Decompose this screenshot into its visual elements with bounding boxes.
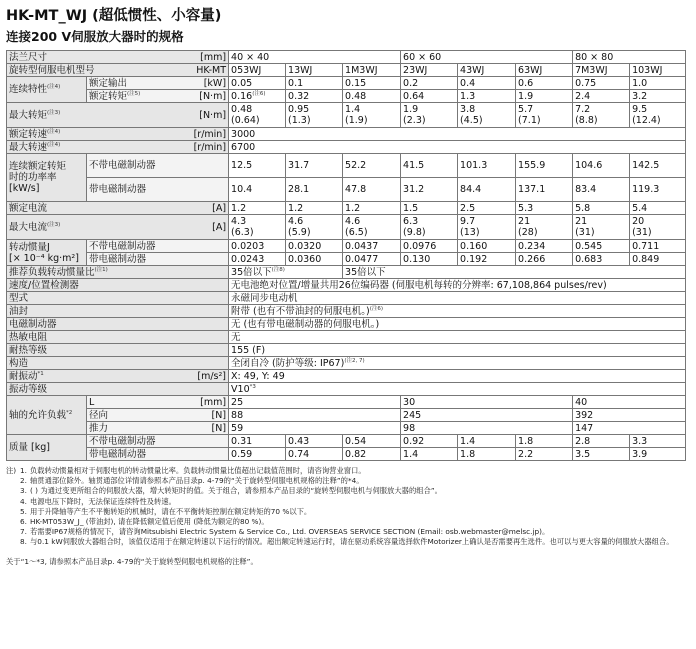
mass-cell: 3.3 bbox=[630, 435, 686, 448]
power-rate-cell: 104.6 bbox=[573, 154, 630, 178]
max-current-value: 6.3 bbox=[403, 216, 419, 227]
encoder-label: 速度/位置检测器 bbox=[7, 279, 229, 292]
max-speed-label: 最大转速 bbox=[9, 141, 48, 153]
max-torque-value: 1.4 bbox=[345, 104, 361, 115]
mass-cell: 0.92 bbox=[401, 435, 458, 448]
row-max-speed bbox=[7, 141, 686, 154]
rated-current-cell: 1.5 bbox=[401, 202, 458, 215]
vibration-res-sup: *1 bbox=[37, 370, 44, 377]
row-max-torque bbox=[7, 103, 686, 128]
note-number: 5. bbox=[20, 506, 27, 516]
max-torque-label: 最大转矩 bbox=[9, 109, 48, 121]
shaft-radial-label: 径向 bbox=[89, 409, 109, 421]
inertia-label-1: 转动惯量J bbox=[9, 241, 50, 253]
load-ratio-value-sup: (注8) bbox=[271, 266, 285, 273]
max-current-boost: (9.8) bbox=[403, 227, 426, 238]
inertia-cell: 0.0243 bbox=[229, 253, 286, 266]
inertia-nobrake-label: 不带电磁制动器 bbox=[87, 240, 229, 253]
note-item bbox=[6, 466, 690, 476]
rated-output-cell: 0.1 bbox=[286, 77, 343, 90]
page-subtitle: 连接200 V伺服放大器时的规格 bbox=[6, 29, 184, 44]
note-text: ( ) 为通过变更所组合的伺服放大器，增大转矩时的值。关于组合，请参照本产品目录的“旋转型伺服电机与伺服放大器的组合”。 bbox=[30, 486, 442, 496]
rated-current-label: 额定电流 bbox=[9, 202, 48, 214]
row-shaft-L bbox=[7, 396, 686, 409]
mass-cell: 1.4 bbox=[458, 435, 516, 448]
row-rated-output bbox=[7, 77, 686, 90]
max-current-boost: (31) bbox=[632, 227, 652, 238]
rated-output-cell: 1.0 bbox=[630, 77, 686, 90]
mass-cell: 0.74 bbox=[286, 448, 343, 461]
power-rate-cell: 31.7 bbox=[286, 154, 343, 178]
shaft-L-cell: 25 bbox=[229, 396, 401, 409]
shaft-thrust-cell: 147 bbox=[573, 422, 686, 435]
insulation-label: 耐热等级 bbox=[7, 344, 229, 357]
notes bbox=[6, 466, 690, 548]
inertia-cell: 0.711 bbox=[630, 240, 686, 253]
rated-output-cell: 0.2 bbox=[401, 77, 458, 90]
max-current-value: 4.6 bbox=[288, 216, 304, 227]
mass-cell: 0.43 bbox=[286, 435, 343, 448]
structure-value: 全闭自冷 (防护等级: IP67) bbox=[231, 357, 345, 369]
rated-torque-label: 额定转矩 bbox=[89, 90, 128, 102]
max-torque-boost: (7.1) bbox=[518, 115, 541, 126]
rated-speed-sup: (注4) bbox=[47, 128, 61, 135]
power-rate-cell: 119.3 bbox=[630, 178, 686, 202]
spec-table bbox=[6, 50, 686, 461]
power-rate-nobrake-label: 不带电磁制动器 bbox=[87, 154, 229, 178]
shaft-thrust-unit: [N] bbox=[211, 422, 227, 434]
power-rate-cell: 101.3 bbox=[458, 154, 516, 178]
rated-current-cell: 1.2 bbox=[286, 202, 343, 215]
row-shaft-thrust bbox=[7, 422, 686, 435]
mass-cell: 3.5 bbox=[573, 448, 630, 461]
power-rate-cell: 142.5 bbox=[630, 154, 686, 178]
max-current-boost: (13) bbox=[460, 227, 480, 238]
inertia-cell: 0.849 bbox=[630, 253, 686, 266]
max-torque-value: 5.7 bbox=[518, 104, 534, 115]
row-inertia-nobrake bbox=[7, 240, 686, 253]
note-text: 用于升降轴等产生不平衡转矩的机械时，请在不平衡转矩控制在额定转矩的70 %以下。 bbox=[30, 506, 312, 516]
note-text: 负载转动惯量相对于伺服电机的转动惯量比率。负载转动惯量比值超出记载值范围时，请咨询营业窗口。 bbox=[30, 466, 366, 475]
note-item bbox=[6, 476, 690, 486]
max-torque-value: 0.95 bbox=[288, 104, 310, 115]
rated-torque-cell: 0.48 bbox=[343, 90, 401, 103]
max-current-sup: (注3) bbox=[47, 221, 61, 228]
note-number: 1. bbox=[20, 466, 27, 475]
vibration-res-unit: [m/s²] bbox=[197, 370, 227, 382]
max-current-boost: (5.9) bbox=[288, 227, 311, 238]
shaft-L-unit: [mm] bbox=[200, 396, 227, 408]
rated-current-cell: 5.3 bbox=[516, 202, 573, 215]
power-rate-brake-label: 带电磁制动器 bbox=[87, 178, 229, 202]
note-text: 与0.1 kW伺服放大器组合时，该值仅适用于在额定转速以下运行的情况。超出额定转速运行时，请在驱动系统容量选择软件Motorizer上确认是否需要再生选件。也可以与更大容量的伺服放大器组合。 bbox=[30, 537, 674, 547]
inertia-cell: 0.683 bbox=[573, 253, 630, 266]
model-cell: 63WJ bbox=[516, 64, 573, 77]
max-torque-value: 0.48 bbox=[231, 104, 253, 115]
max-torque-boost: (0.64) bbox=[231, 115, 260, 126]
rated-current-cell: 5.4 bbox=[630, 202, 686, 215]
inertia-cell: 0.130 bbox=[401, 253, 458, 266]
max-torque-value: 9.5 bbox=[632, 104, 648, 115]
mass-cell: 1.8 bbox=[516, 435, 573, 448]
shaft-load-label: 轴的允许负载 bbox=[9, 409, 67, 421]
load-ratio-sup: (注1) bbox=[94, 266, 108, 273]
footer-note: 关于“1～*3, 请参照本产品目录p. 4-79的“关于旋转型伺服电机规格的注释”。 bbox=[6, 556, 258, 566]
inertia-cell: 0.266 bbox=[516, 253, 573, 266]
load-ratio-value-1: 35倍以下 bbox=[231, 266, 272, 278]
row-structure bbox=[7, 357, 686, 370]
note-item bbox=[6, 507, 690, 517]
power-rate-cell: 41.5 bbox=[401, 154, 458, 178]
vibration-grade-value: V10 bbox=[231, 383, 250, 395]
row-load-ratio bbox=[7, 266, 686, 279]
shaft-radial-unit: [N] bbox=[211, 409, 227, 421]
inertia-cell: 0.234 bbox=[516, 240, 573, 253]
rated-output-cell: 0.6 bbox=[516, 77, 573, 90]
note-text: 电源电压下降时，无法保证连续特性及转速。 bbox=[30, 496, 176, 506]
rated-speed-unit: [r/min] bbox=[193, 128, 227, 140]
rated-speed-label: 额定转速 bbox=[9, 128, 48, 140]
max-torque-unit: [N·m] bbox=[199, 109, 227, 121]
row-flange bbox=[7, 51, 686, 64]
model-cell: 103WJ bbox=[630, 64, 686, 77]
power-rate-cell: 12.5 bbox=[229, 154, 286, 178]
mass-cell: 1.8 bbox=[458, 448, 516, 461]
inertia-cell: 0.160 bbox=[458, 240, 516, 253]
model-cell: 13WJ bbox=[286, 64, 343, 77]
structure-label: 构造 bbox=[7, 357, 229, 370]
rated-current-cell: 1.2 bbox=[343, 202, 401, 215]
row-type bbox=[7, 292, 686, 305]
shaft-radial-cell: 88 bbox=[229, 409, 401, 422]
note-number: 7. bbox=[20, 527, 27, 537]
vibration-grade-sup: *3 bbox=[249, 383, 256, 390]
inertia-brake-label: 带电磁制动器 bbox=[87, 253, 229, 266]
max-current-label: 最大电流 bbox=[9, 221, 48, 233]
rated-output-cell: 0.75 bbox=[573, 77, 630, 90]
max-speed-unit: [r/min] bbox=[193, 141, 227, 153]
rated-output-cell: 0.4 bbox=[458, 77, 516, 90]
thermistor-value: 无 bbox=[229, 331, 686, 344]
page-title: HK-MT_WJ (超低惯性、小容量) bbox=[6, 8, 222, 24]
inertia-cell: 0.0360 bbox=[286, 253, 343, 266]
spec-page bbox=[0, 6, 696, 649]
mass-brake-label: 带电磁制动器 bbox=[87, 448, 229, 461]
flange-60: 60 × 60 bbox=[401, 51, 573, 64]
type-value: 永磁同步电动机 bbox=[229, 292, 686, 305]
max-torque-sup: (注3) bbox=[47, 109, 61, 116]
mass-cell: 2.2 bbox=[516, 448, 573, 461]
model-cell: 1M3WJ bbox=[343, 64, 401, 77]
model-label: 旋转型伺服电机型号 bbox=[9, 64, 95, 76]
row-vibration-grade bbox=[7, 383, 686, 396]
row-vibration-resistance bbox=[7, 370, 686, 383]
brake-label: 电磁制动器 bbox=[7, 318, 229, 331]
power-rate-cell: 47.8 bbox=[343, 178, 401, 202]
row-mass-brake bbox=[7, 448, 686, 461]
rated-current-cell: 2.5 bbox=[458, 202, 516, 215]
rated-torque-cell: 3.2 bbox=[630, 90, 686, 103]
model-cell: 7M3WJ bbox=[573, 64, 630, 77]
max-current-value: 9.7 bbox=[460, 216, 476, 227]
max-current-value: 4.6 bbox=[345, 216, 361, 227]
max-torque-boost: (2.3) bbox=[403, 115, 426, 126]
power-rate-cell: 137.1 bbox=[516, 178, 573, 202]
power-rate-cell: 155.9 bbox=[516, 154, 573, 178]
max-torque-value: 1.9 bbox=[403, 104, 419, 115]
max-torque-value: 7.2 bbox=[575, 104, 591, 115]
power-rate-cell: 31.2 bbox=[401, 178, 458, 202]
max-current-boost: (6.3) bbox=[231, 227, 254, 238]
note-item bbox=[6, 527, 690, 537]
shaft-radial-cell: 245 bbox=[401, 409, 573, 422]
mass-cell: 2.8 bbox=[573, 435, 630, 448]
note-item bbox=[6, 486, 690, 496]
vibration-res-value: X: 49, Y: 49 bbox=[229, 370, 686, 383]
rated-torque-sup: (注5) bbox=[127, 90, 141, 97]
rated-current-cell: 1.2 bbox=[229, 202, 286, 215]
power-rate-cell: 84.4 bbox=[458, 178, 516, 202]
row-model bbox=[7, 64, 686, 77]
vibration-res-label: 耐振动 bbox=[9, 370, 38, 382]
note-number: 3. bbox=[20, 486, 27, 496]
inertia-cell: 0.0320 bbox=[286, 240, 343, 253]
encoder-value: 无电池绝对位置/增量共用26位编码器 (伺服电机每转的分辨率: 67,108,864 pulses/rev) bbox=[229, 279, 686, 292]
shaft-load-sup: *2 bbox=[66, 409, 73, 416]
load-ratio-value-2: 35倍以下 bbox=[343, 266, 686, 279]
notes-mark: 注) bbox=[6, 466, 17, 475]
mass-cell: 0.54 bbox=[343, 435, 401, 448]
max-current-value: 21 bbox=[518, 216, 531, 227]
thermistor-label: 热敏电阻 bbox=[7, 331, 229, 344]
max-speed-sup: (注4) bbox=[47, 141, 61, 148]
row-rated-speed bbox=[7, 128, 686, 141]
max-torque-boost: (1.9) bbox=[345, 115, 368, 126]
row-rated-torque bbox=[7, 90, 686, 103]
shaft-thrust-label: 推力 bbox=[89, 422, 109, 434]
note-number: 8. bbox=[20, 537, 27, 547]
model-cell: 053WJ bbox=[229, 64, 286, 77]
max-torque-boost: (8.8) bbox=[575, 115, 598, 126]
shaft-radial-cell: 392 bbox=[573, 409, 686, 422]
power-rate-label-3: [kW/s] bbox=[9, 183, 40, 194]
flange-label: 法兰尺寸 bbox=[9, 51, 48, 63]
mass-cell: 1.4 bbox=[401, 448, 458, 461]
row-power-rate-brake bbox=[7, 178, 686, 202]
continuous-sup: (注4) bbox=[47, 83, 61, 90]
rated-output-label: 额定输出 bbox=[89, 77, 128, 89]
shaft-thrust-cell: 59 bbox=[229, 422, 401, 435]
row-encoder bbox=[7, 279, 686, 292]
continuous-label: 连续特性 bbox=[9, 84, 48, 95]
insulation-value: 155 (F) bbox=[229, 344, 686, 357]
type-label: 型式 bbox=[7, 292, 229, 305]
brake-value: 无 (也有带电磁制动器的伺服电机。) bbox=[229, 318, 686, 331]
inertia-cell: 0.0437 bbox=[343, 240, 401, 253]
max-current-boost: (28) bbox=[518, 227, 538, 238]
row-brake bbox=[7, 318, 686, 331]
mass-cell: 0.59 bbox=[229, 448, 286, 461]
row-power-rate-nobrake bbox=[7, 154, 686, 178]
rated-current-cell: 5.8 bbox=[573, 202, 630, 215]
shaft-L-cell: 30 bbox=[401, 396, 573, 409]
rated-output-cell: 0.05 bbox=[229, 77, 286, 90]
max-current-value: 4.3 bbox=[231, 216, 247, 227]
note-number: 6. bbox=[20, 517, 27, 527]
flange-40: 40 × 40 bbox=[229, 51, 401, 64]
rated-torque-cell: 0.32 bbox=[286, 90, 343, 103]
note-text: 若需要IP67规格的情况下，请咨询Mitsubishi Electric System & Service Co., Ltd. OVERSEAS SERVICE SECTION (Email: osb.webmaster@melsc.jp)。 bbox=[30, 527, 550, 537]
inertia-cell: 0.0976 bbox=[401, 240, 458, 253]
inertia-cell: 0.0477 bbox=[343, 253, 401, 266]
power-rate-label-2: 时的功率率 bbox=[9, 172, 57, 183]
mass-cell: 0.31 bbox=[229, 435, 286, 448]
rated-torque-cell: 0.64 bbox=[401, 90, 458, 103]
oil-seal-label: 油封 bbox=[7, 305, 229, 318]
max-torque-boost: (1.3) bbox=[288, 115, 311, 126]
rated-output-unit: [kW] bbox=[203, 77, 227, 89]
inertia-label-2: [× 10⁻⁴ kg·m²] bbox=[9, 252, 79, 264]
mass-cell: 3.9 bbox=[630, 448, 686, 461]
power-rate-cell: 10.4 bbox=[229, 178, 286, 202]
vibration-grade-label: 振动等级 bbox=[7, 383, 229, 396]
note-text: 轴贯通部位除外。轴贯通部位详情请参照本产品目录p. 4-79的“关于旋转型伺服电机规格的注释”的*4。 bbox=[30, 476, 364, 486]
power-rate-cell: 28.1 bbox=[286, 178, 343, 202]
inertia-cell: 0.545 bbox=[573, 240, 630, 253]
rated-torque-cell: 0.16 bbox=[231, 90, 253, 102]
inertia-cell: 0.192 bbox=[458, 253, 516, 266]
flange-unit: [mm] bbox=[200, 51, 227, 63]
max-speed-value: 6700 bbox=[229, 141, 686, 154]
model-prefix: HK-MT bbox=[196, 64, 227, 76]
max-torque-boost: (4.5) bbox=[460, 115, 483, 126]
row-rated-current bbox=[7, 202, 686, 215]
mass-label: 质量 [kg] bbox=[7, 435, 87, 461]
shaft-L-label: L bbox=[89, 396, 95, 408]
structure-sup: (注2, 7) bbox=[344, 357, 365, 364]
load-ratio-label: 推荐负载转动惯量比 bbox=[9, 266, 95, 278]
row-max-current bbox=[7, 215, 686, 240]
max-torque-value: 3.8 bbox=[460, 104, 476, 115]
flange-80: 80 × 80 bbox=[573, 51, 686, 64]
power-rate-cell: 52.2 bbox=[343, 154, 401, 178]
rated-torque-unit: [N·m] bbox=[199, 90, 227, 102]
rated-torque-cell: 2.4 bbox=[573, 90, 630, 103]
row-mass-nobrake bbox=[7, 435, 686, 448]
shaft-thrust-cell: 98 bbox=[401, 422, 573, 435]
mass-nobrake-label: 不带电磁制动器 bbox=[87, 435, 229, 448]
shaft-L-cell: 40 bbox=[573, 396, 686, 409]
note-number: 2. bbox=[20, 476, 27, 486]
rated-torque-cell: 1.3 bbox=[458, 90, 516, 103]
oil-seal-value: 附带 (也有不带油封的伺服电机。) bbox=[231, 305, 370, 317]
max-current-boost: (31) bbox=[575, 227, 595, 238]
note-number: 4. bbox=[20, 496, 27, 506]
max-current-boost: (6.5) bbox=[345, 227, 368, 238]
note-text: HK-MT053W_J_ (带油封), 请在降低额定值后使用 (降低为额定的80 %)。 bbox=[30, 517, 269, 527]
note-item bbox=[6, 537, 690, 547]
note-item bbox=[6, 517, 690, 527]
model-cell: 23WJ bbox=[401, 64, 458, 77]
max-torque-boost: (12.4) bbox=[632, 115, 661, 126]
power-rate-label-1: 连续额定转矩 bbox=[9, 161, 67, 172]
oil-seal-sup: (注6) bbox=[369, 305, 384, 312]
model-cell: 43WJ bbox=[458, 64, 516, 77]
row-thermistor bbox=[7, 331, 686, 344]
max-current-value: 21 bbox=[575, 216, 588, 227]
row-shaft-radial bbox=[7, 409, 686, 422]
note-item bbox=[6, 497, 690, 507]
rated-current-unit: [A] bbox=[212, 202, 227, 214]
max-current-unit: [A] bbox=[212, 221, 227, 233]
rated-torque-cell-sup: (注6) bbox=[252, 90, 266, 97]
row-insulation bbox=[7, 344, 686, 357]
row-oil-seal bbox=[7, 305, 686, 318]
max-current-value: 20 bbox=[632, 216, 645, 227]
rated-speed-value: 3000 bbox=[229, 128, 686, 141]
power-rate-cell: 83.4 bbox=[573, 178, 630, 202]
row-inertia-brake bbox=[7, 253, 686, 266]
rated-output-cell: 0.15 bbox=[343, 77, 401, 90]
rated-torque-cell: 1.9 bbox=[516, 90, 573, 103]
mass-cell: 0.82 bbox=[343, 448, 401, 461]
inertia-cell: 0.0203 bbox=[229, 240, 286, 253]
